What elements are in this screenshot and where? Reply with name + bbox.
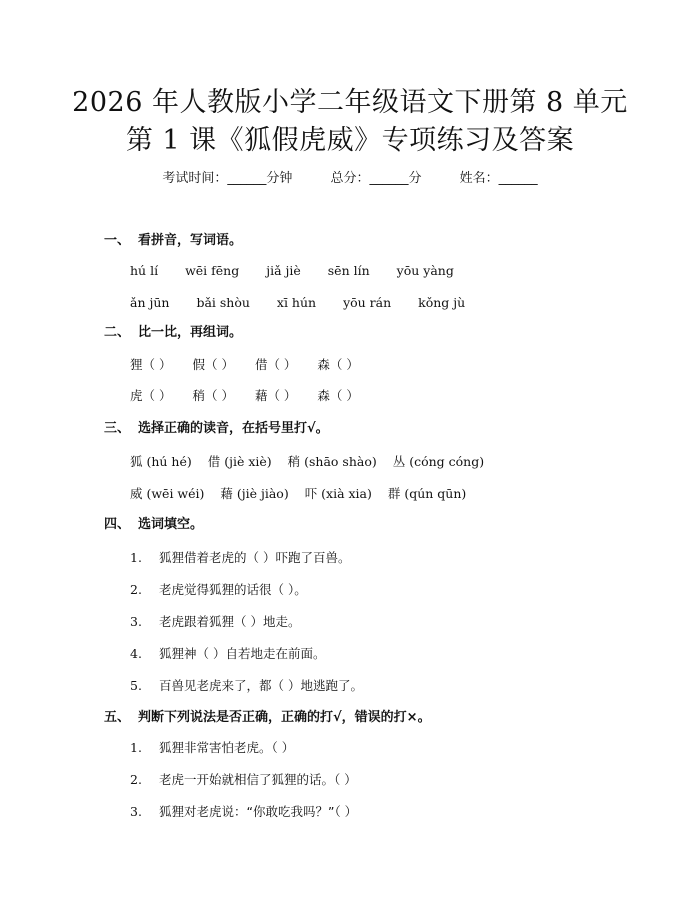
compare-row-1	[130, 356, 376, 374]
compare-cell: 狸（ ）	[130, 357, 172, 372]
reading-choice: 藉 (jiè jiào)	[220, 486, 289, 501]
item-number: 4.	[130, 646, 142, 661]
item-number: 1.	[130, 550, 142, 565]
section-1-title: 看拼音，写词语。	[138, 233, 243, 248]
section-3-title: 选择正确的读音，在括号里打√。	[138, 421, 329, 436]
pinyin-cell: bǎi shòu	[196, 295, 250, 310]
reading-choice: 狐 (hú hé)	[130, 454, 192, 469]
judge-item-3	[130, 803, 357, 821]
item-number: 2.	[130, 772, 142, 787]
reading-choice: 群 (qún qūn)	[387, 486, 467, 501]
reading-choice: 丛 (cóng cóng)	[392, 454, 485, 469]
item-text: 百兽见老虎来了，都（ ）地逃跑了。	[159, 678, 363, 693]
exam-time-label: 考试时间：______分钟	[162, 171, 293, 186]
pinyin-cell: yōu yàng	[396, 263, 454, 278]
pinyin-cell: xī hún	[276, 295, 317, 310]
section-3-heading	[104, 420, 329, 438]
item-number: 3.	[130, 804, 142, 819]
section-5-heading	[104, 709, 431, 727]
student-name-label: 姓名：______	[459, 171, 538, 186]
item-text: 老虎一开始就相信了狐狸的话。（ ）	[159, 772, 357, 787]
item-text: 老虎觉得狐狸的话很（ ）。	[159, 582, 307, 597]
item-text: 狐狸神（ ）自若地走在前面。	[159, 646, 326, 661]
pinyin-cell: jiǎ jiè	[266, 263, 301, 278]
section-5-title: 判断下列说法是否正确，正确的打√，错误的打×。	[138, 710, 431, 725]
compare-cell: 稍（ ）	[192, 388, 234, 403]
reading-row-2	[130, 485, 478, 503]
section-4-title: 选词填空。	[138, 517, 204, 532]
section-4-number: 四、	[104, 517, 131, 532]
section-4-heading	[104, 516, 203, 534]
exam-meta	[0, 170, 700, 188]
reading-choice: 吓 (xià xia)	[304, 486, 372, 501]
pinyin-row-2	[130, 294, 488, 312]
reading-choice: 借 (jiè xiè)	[207, 454, 272, 469]
page-title-line-1: 2026 年人教版小学二年级语文下册第 8 单元	[72, 87, 628, 118]
item-text: 老虎跟着狐狸（ ）地走。	[159, 614, 301, 629]
pinyin-cell: kǒng jù	[418, 295, 466, 310]
reading-row-1	[130, 453, 496, 471]
compare-cell: 藉（ ）	[254, 388, 297, 403]
pinyin-cell: hú lí	[130, 263, 159, 278]
section-3-number: 三、	[104, 421, 131, 436]
section-5-number: 五、	[104, 710, 131, 725]
reading-choice: 稍 (shāo shào)	[287, 454, 377, 469]
exam-score-label: 总分：______分	[330, 171, 422, 186]
pinyin-cell: wēi fēng	[185, 263, 240, 278]
fill-item-4	[130, 645, 325, 663]
compare-cell: 森（ ）	[317, 357, 359, 372]
item-text: 狐狸非常害怕老虎。（ ）	[159, 740, 295, 755]
judge-item-2	[130, 771, 357, 789]
compare-cell: 虎（ ）	[130, 388, 172, 403]
section-1-number: 一、	[104, 233, 131, 248]
fill-item-3	[130, 613, 300, 631]
reading-choice: 威 (wēi wéi)	[130, 486, 205, 501]
compare-cell: 假（ ）	[192, 357, 234, 372]
fill-item-5	[130, 677, 363, 695]
pinyin-row-1	[130, 262, 477, 280]
compare-cell: 森（ ）	[317, 388, 359, 403]
fill-item-1	[130, 549, 350, 567]
item-number: 2.	[130, 582, 142, 597]
section-2-heading	[104, 324, 242, 342]
section-1-heading	[104, 232, 242, 250]
section-2-title: 比一比，再组词。	[138, 325, 243, 340]
judge-item-1	[130, 739, 294, 757]
item-number: 5.	[130, 678, 142, 693]
compare-cell: 借（ ）	[254, 357, 297, 372]
page-title-line-2: 第 1 课《狐假虎威》专项练习及答案	[125, 125, 575, 156]
section-2-number: 二、	[104, 325, 131, 340]
pinyin-cell: yōu rán	[343, 295, 392, 310]
item-number: 3.	[130, 614, 142, 629]
item-number: 1.	[130, 740, 142, 755]
compare-row-2	[130, 387, 376, 405]
pinyin-cell: sēn lín	[327, 263, 370, 278]
item-text: 狐狸借着老虎的（ ）吓跑了百兽。	[159, 550, 351, 565]
pinyin-cell: ǎn jūn	[130, 295, 170, 310]
item-text: 狐狸对老虎说：“你敢吃我吗？”（ ）	[159, 804, 358, 819]
fill-item-2	[130, 581, 307, 599]
